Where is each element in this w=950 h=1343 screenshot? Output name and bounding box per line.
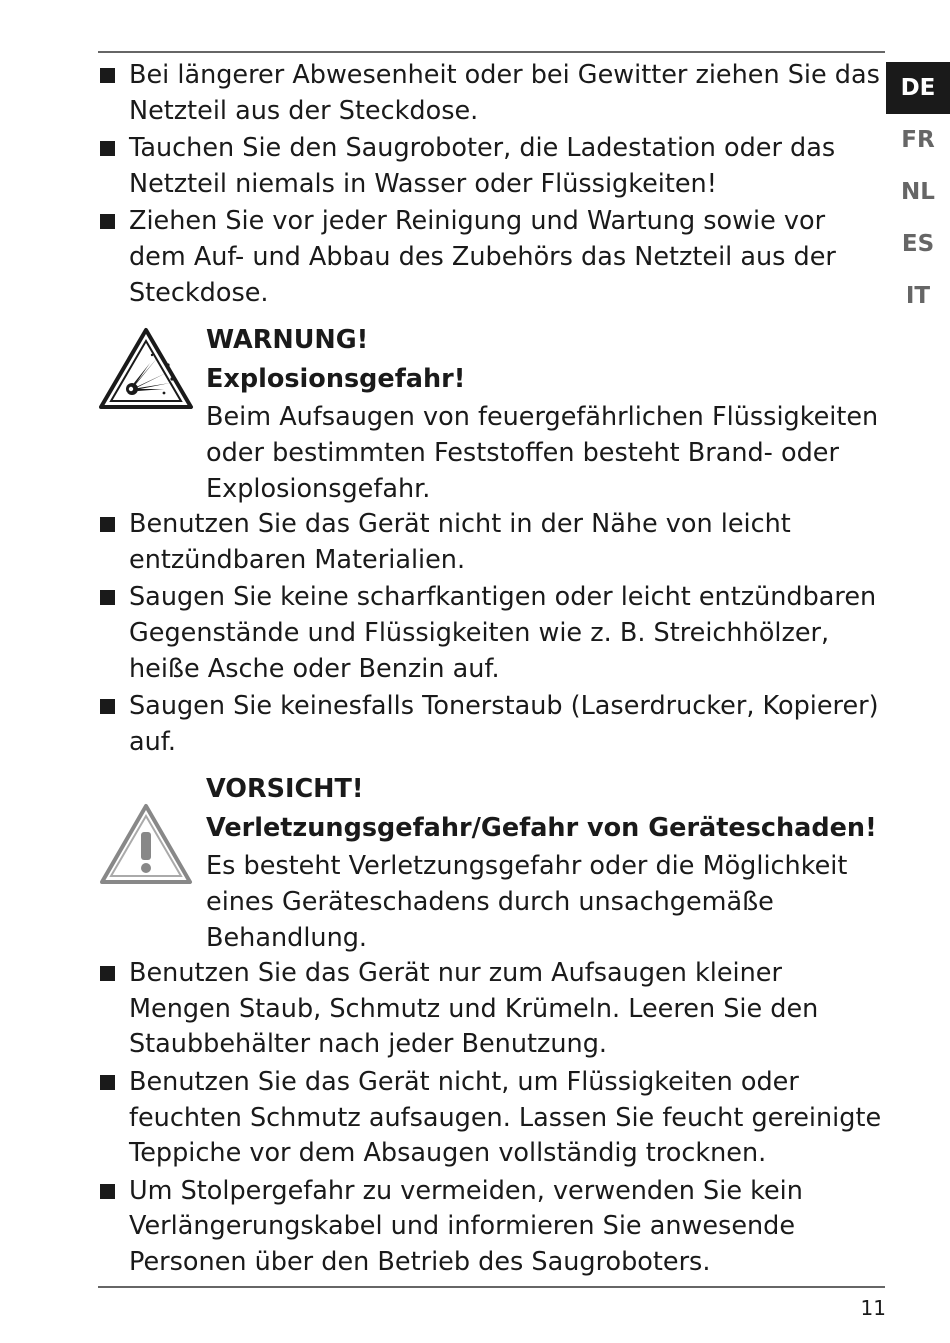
list-item: Saugen Sie keine scharfkantigen oder leicht entzündbaren Gegenstände und Flüssigkeiten wie z. B. Streichhölzer, heiße Asche oder Benzin auf. <box>98 580 888 687</box>
language-tabs <box>886 62 950 322</box>
language-tab-es[interactable]: ES <box>901 231 935 257</box>
list-item: Benutzen Sie das Gerät nur zum Aufsaugen kleiner Mengen Staub, Schmutz und Krümeln. Leeren Sie den Staubbehälter nach jeder Benutzung. <box>98 956 888 1063</box>
explosion-warning-icon <box>98 327 194 411</box>
caution-heading: VORSICHT! <box>206 774 364 805</box>
square-bullet-icon <box>100 214 115 229</box>
warning-subheading: Explosionsgefahr! <box>206 363 466 394</box>
language-tab-de[interactable]: DE <box>886 62 950 114</box>
square-bullet-icon <box>100 517 115 532</box>
list-item: Um Stolpergefahr zu vermeiden, verwenden Sie kein Verlängerungskabel und informieren Sie anwesende Personen über den Betrieb des Saugroboters. <box>98 1174 888 1281</box>
warning-notice <box>98 323 888 507</box>
language-tab-fr[interactable]: FR <box>901 127 935 153</box>
caution-triangle-icon <box>98 802 194 886</box>
square-bullet-icon <box>100 590 115 605</box>
square-bullet-icon <box>100 68 115 83</box>
square-bullet-icon <box>100 1184 115 1199</box>
warning-heading: WARNUNG! <box>206 325 369 356</box>
list-item: Bei längerer Abwesenheit oder bei Gewitter ziehen Sie das Netzteil aus der Steckdose. <box>98 58 888 129</box>
square-bullet-icon <box>100 966 115 981</box>
square-bullet-icon <box>100 1075 115 1090</box>
language-tab-nl[interactable]: NL <box>901 179 935 205</box>
list-item: Benutzen Sie das Gerät nicht, um Flüssigkeiten oder feuchten Schmutz aufsaugen. Lassen Sie feucht gereinigte Teppiche vor dem Absaugen vollständig trocknen. <box>98 1065 888 1172</box>
list-item: Ziehen Sie vor jeder Reinigung und Wartung sowie vor dem Auf- und Abbau des Zubehörs das Netzteil aus der Steckdose. <box>98 204 888 311</box>
list-item: Benutzen Sie das Gerät nicht in der Nähe von leicht entzündbaren Materialien. <box>98 507 888 578</box>
square-bullet-icon <box>100 141 115 156</box>
caution-text: Es besteht Verletzungsgefahr oder die Möglichkeit eines Geräteschadens durch unsachgemäße Behandlung. <box>206 851 848 953</box>
bottom-rule <box>98 1286 885 1288</box>
caution-subheading: Verletzungsgefahr/Gefahr von Geräteschaden! <box>206 812 877 843</box>
top-rule <box>98 51 885 53</box>
caution-notice <box>98 772 888 956</box>
page-number: 11 <box>860 1296 886 1320</box>
language-tab-it[interactable]: IT <box>905 283 931 309</box>
list-item: Saugen Sie keinesfalls Tonerstaub (Laserdrucker, Kopierer) auf. <box>98 689 888 760</box>
list-item: Tauchen Sie den Saugroboter, die Ladestation oder das Netzteil niemals in Wasser oder Flüssigkeiten! <box>98 131 888 202</box>
safety-instructions <box>98 58 888 1283</box>
square-bullet-icon <box>100 699 115 714</box>
warning-text: Beim Aufsaugen von feuergefährlichen Flüssigkeiten oder bestimmten Feststoffen besteht Brand- oder Explosionsgefahr. <box>206 402 879 504</box>
